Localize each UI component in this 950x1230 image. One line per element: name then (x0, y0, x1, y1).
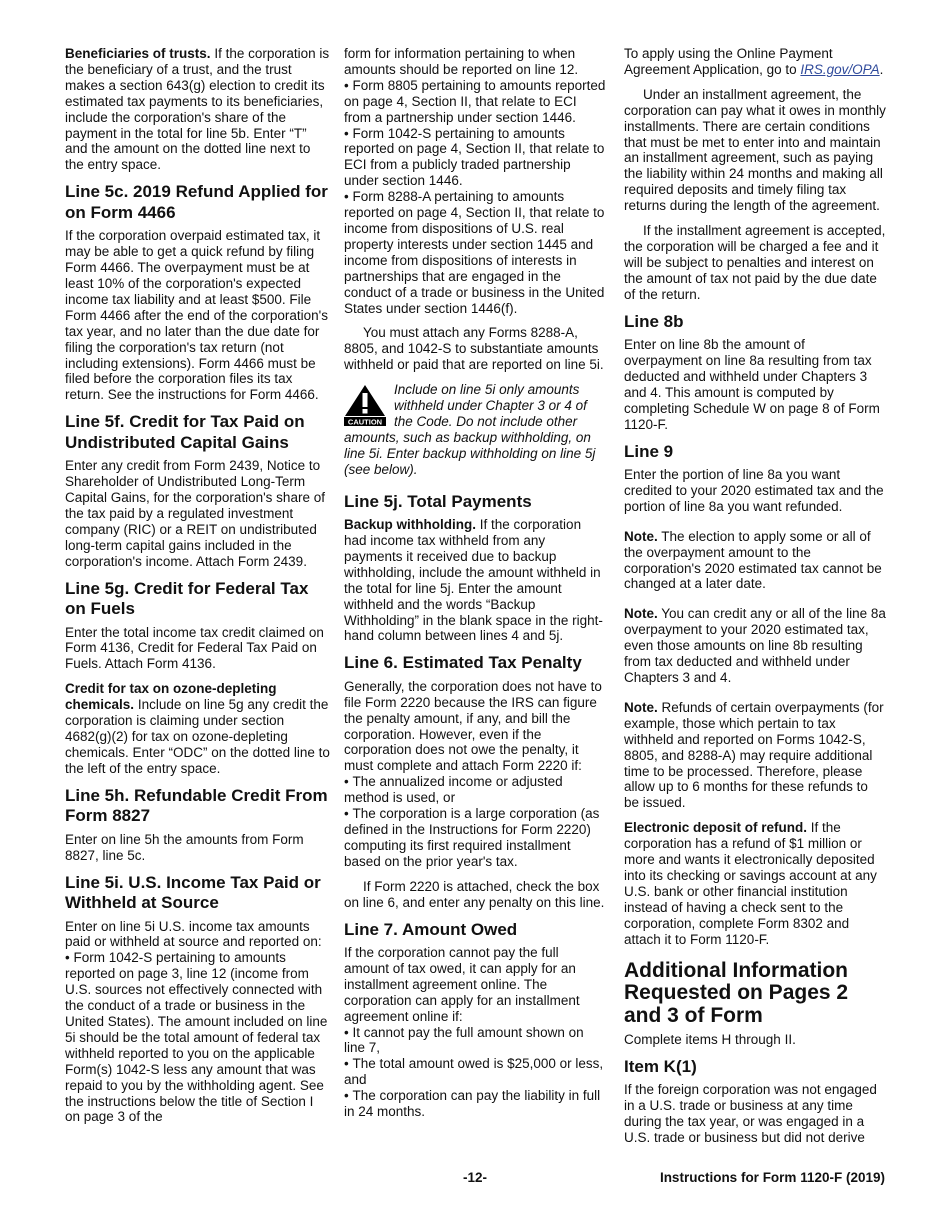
paragraph: Enter on line 8b the amount of overpayment on line 8a resulting from tax deducted and withheld under Chapters 3 and 4. This amount is computed by completing Schedule W on page 8 of Form 1120-F. (624, 337, 880, 432)
section-heading: Line 5h. Refundable Credit From Form 8827 (65, 785, 328, 826)
page-number: -12- (462, 1170, 487, 1185)
section-heading: Item K(1) (624, 1056, 697, 1076)
caution-note (344, 382, 606, 477)
paragraph (65, 681, 330, 776)
paragraph: If the corporation overpaid estimated tax, it may be able to get a quick refund by filing Form 4466. The overpayment must be at least 10% of the corporation's expected income tax liability and at least $500. File Form 4466 after the end of the corporation's tax year, and no later than the due date for filing the corporation's tax return (not including extensions). Form 4466 must be filed before the corporation files its tax return. See the instructions for Form 4466. (65, 228, 328, 403)
paragraph (624, 820, 886, 947)
run-in-heading: Note. (624, 699, 658, 715)
section-heading: Line 8b (624, 311, 684, 331)
section-heading: Line 5j. Total Payments (344, 491, 532, 511)
column-1 (65, 46, 330, 1125)
section-heading: Line 5g. Credit for Federal Tax on Fuels (65, 578, 309, 619)
run-in-heading: Note. (624, 606, 658, 622)
paragraph: If the corporation cannot pay the full amount of tax owed, it can apply for an installment agreement online. The corporation can apply for an installment agreement online if: (344, 945, 580, 1024)
bullet-item: • Form 1042-S pertaining to amounts reported on page 3, line 12 (income from U.S. sources not effectively connected with the conduct of a trade or business in the United States). The amount included on line 5i should be the total amount of federal tax withheld reported to you on the applicable Form(s) 1042-S less any amount that was repaid to you by the withholding agent. See the instructions below the title of Section I on page 3 of the (65, 950, 330, 1125)
paragraph-text: If the corporation has a refund of $1 million or more and wants it electronically deposited into its checking or savings account at any U.S. bank or other financial institution instead of having a check sent to the corporation, complete Form 8302 and attach it to Form 1120-F. (624, 820, 877, 947)
opa-link[interactable]: IRS.gov/OPA (800, 61, 880, 77)
major-heading: Additional Information Requested on Pages 2 and 3 of Form (624, 958, 849, 1027)
paragraph-text: You can credit any or all of the line 8a overpayment to your 2020 estimated tax, even those amounts on line 8b resulting from tax deducted and withheld under Chapters 3 and 4. (624, 606, 886, 685)
section-heading: Line 5f. Credit for Tax Paid on Undistributed Capital Gains (65, 412, 305, 452)
column-3 (624, 46, 886, 1155)
paragraph: Generally, the corporation does not have to file Form 2220 because the IRS can figure the penalty amount, if any, and bill the corporation. However, even if the corporation does not owe the penalty, it must complete and attach Form 2220 if: (344, 678, 602, 774)
bullet-item: • The annualized income or adjusted method is used, or (344, 774, 606, 806)
section-heading: Line 9 (624, 441, 674, 461)
paragraph: form for information pertaining to when amounts should be reported on line 12. (344, 46, 579, 77)
paragraph: Complete items H through II. (624, 1032, 796, 1047)
section-heading: Line 7. Amount Owed (344, 919, 518, 939)
paragraph: Enter any credit from Form 2439, Notice to Shareholder of Undistributed Long-Term Capital Gains, for the corporation's share of the tax paid by a regulated investment company (RIC) or a REIT on undistributed long-term capital gains included in the corporation's income. Attach Form 2439. (65, 458, 325, 569)
paragraph: Enter the total income tax credit claimed on Form 4136, Credit for Federal Tax Paid on Fuels. Attach Form 4136. (65, 624, 324, 672)
bullet-item: • The corporation is a large corporation (as defined in the Instructions for Form 2220) computing its first required installment based on the prior year's tax. (344, 806, 606, 870)
run-in-heading: Note. (624, 528, 658, 544)
bullet-item: • The corporation can pay the liability in full in 24 months. (344, 1088, 606, 1120)
note (624, 529, 886, 593)
paragraph: If Form 2220 is attached, check the box on line 6, and enter any penalty on this line. (344, 878, 605, 910)
note (624, 606, 886, 686)
bullet-item: • Form 8805 pertaining to amounts reported on page 4, Section II, that relate to ECI from a partnership under section 1446. (344, 78, 606, 126)
paragraph (65, 46, 330, 173)
paragraph: Enter on line 5i U.S. income tax amounts paid or withheld at source and reported on: (65, 918, 322, 950)
paragraph (344, 517, 606, 644)
caution-label: CAUTION (347, 417, 383, 427)
bullet-item: • The total amount owed is $25,000 or less, and (344, 1056, 606, 1088)
paragraph: You must attach any Forms 8288-A, 8805, and 1042-S to substantiate amounts withheld or paid that are reported on line 5i. (344, 325, 604, 373)
bullet-item: • It cannot pay the full amount shown on line 7, (344, 1025, 606, 1057)
paragraph-text: Refunds of certain overpayments (for example, those which pertain to tax withheld and reported on Forms 1042-S, 8805, and 8288-A) may require additional time to be processed. Therefore, please allow up to 6 months for these refunds to be issued. (624, 699, 884, 811)
section-heading: Line 6. Estimated Tax Penalty (344, 653, 582, 673)
paragraph-text: If the corporation is the beneficiary of a trust, and the trust makes a section 643(g) election to credit its estimated tax payments to its beneficiaries, include the corporation's share of the payment in the total for line 5b. Enter “T” and the amount on the dotted line next to the entry space. (65, 46, 330, 173)
caution-text: Include on line 5i only amounts withheld under Chapter 3 or 4 of the Code. Do not include other amounts, such as backup withholding, on line 5i. Enter backup withholding on line 5j (see below). (344, 382, 596, 477)
column-2 (344, 46, 606, 1120)
paragraph-text: Include on line 5g any credit the corporation is claiming under section 4682(g)(2) for tax on ozone-depleting chemicals. Enter “ODC” on the dotted line to the left of the entry space. (65, 697, 330, 776)
paragraph-text: To apply using the Online Payment Agreement Application, go to (624, 46, 833, 77)
run-in-heading: Credit for tax on ozone-depleting chemicals. (65, 681, 277, 713)
run-in-heading: Electronic deposit of refund. (624, 820, 808, 836)
paragraph: Under an installment agreement, the corporation can pay what it owes in monthly installments. There are certain conditions that must be met to enter into and maintain an installment agreement, such as paying the liability within 24 months and making all required deposits and timely filing tax returns during the length of the agreement. (624, 86, 886, 214)
paragraph: If the installment agreement is accepted, the corporation will be charged a fee and it will be subject to penalties and interest on the amount of tax not paid by the due date of the return. (624, 223, 886, 302)
section-heading: Line 5c. 2019 Refund Applied for on Form 4466 (65, 182, 328, 222)
paragraph: If the foreign corporation was not engaged in a U.S. trade or business at any time during the tax year, or was engaged in a U.S. trade or business but did not derive (624, 1082, 877, 1146)
form-title-footer: Instructions for Form 1120-F (2019) (659, 1170, 885, 1185)
paragraph: Enter the portion of line 8a you want credited to your 2020 estimated tax and the portion of line 8a you want refunded. (624, 467, 884, 514)
section-heading: Line 5i. U.S. Income Tax Paid or Withheld at Source (65, 872, 321, 913)
run-in-heading: Backup withholding. (344, 517, 476, 533)
paragraph: To apply using the Online Payment Agreement Application, go to IRS.gov/OPA. (624, 46, 884, 77)
bullet-item: • Form 1042-S pertaining to amounts reported on page 4, Section II, that relate to ECI from a publicly traded partnership under section 1446. (344, 126, 606, 190)
caution-icon (344, 384, 386, 426)
paragraph-text: If the corporation had income tax withheld from any payments it received due to backup withholding, include the amount withheld in the total for line 5j. Enter the amount withheld and the words “Backup Withholding” in the blank space in the right-hand column between lines 4 and 5j. (344, 517, 603, 644)
bullet-item: • Form 8288-A pertaining to amounts reported on page 4, Section II, that relate to income from dispositions of U.S. real property interests under section 1445 and income from dispositions of interests in partnerships that are engaged in the conduct of a trade or business in the United States under section 1446(f). (344, 189, 606, 316)
note (624, 700, 886, 811)
paragraph-text: The election to apply some or all of the overpayment amount to the corporation's 2020 estimated tax cannot be changed at a later date. (624, 528, 882, 592)
paragraph: Enter on line 5h the amounts from Form 8827, line 5c. (65, 831, 304, 863)
run-in-heading: Beneficiaries of trusts. (65, 46, 211, 61)
